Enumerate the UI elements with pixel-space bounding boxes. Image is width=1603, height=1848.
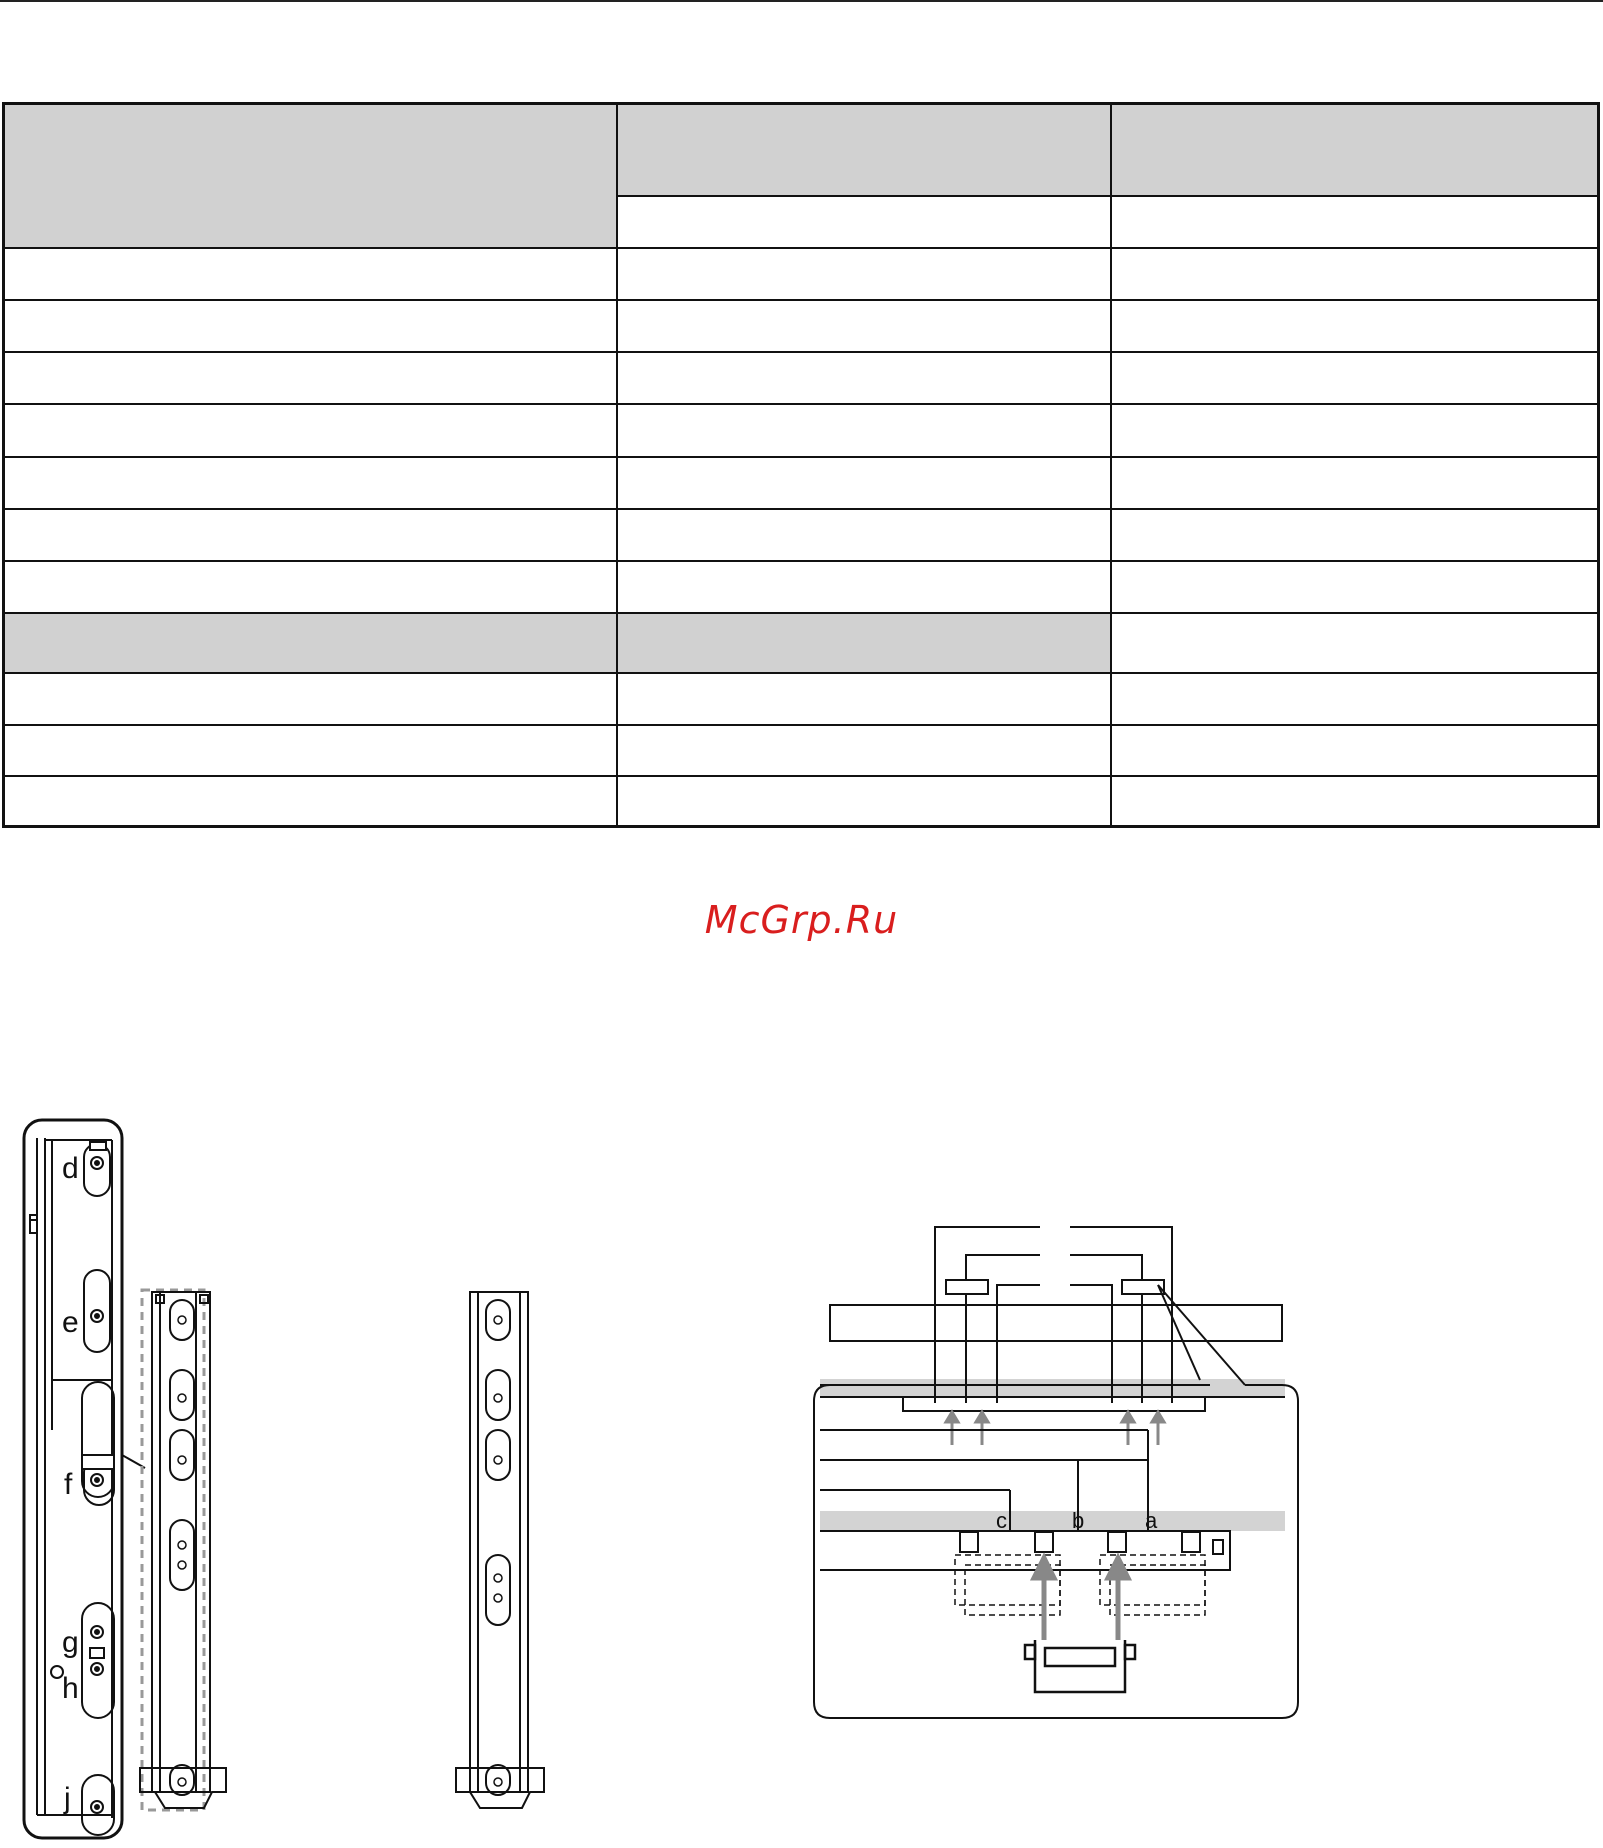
row-divider: [5, 351, 1597, 353]
column-divider-1: [616, 105, 618, 825]
row-divider: [5, 299, 1597, 301]
label-e: e: [62, 1306, 79, 1339]
label-j: j: [64, 1782, 71, 1815]
header-cell-2: [617, 105, 1111, 196]
label-b: b: [1072, 1508, 1085, 1533]
row-divider: [5, 403, 1597, 405]
section-header-cell-1: [5, 613, 617, 673]
top-view-arrows: [946, 1412, 1164, 1445]
rail-right-holes: [494, 1316, 502, 1786]
watermark: McGrp.Ru: [704, 898, 899, 942]
row-divider: [5, 724, 1597, 726]
mounting-diagram: [0, 1100, 1603, 1848]
zoom-dashed-outlines: [955, 1555, 1205, 1615]
top-view: [820, 1227, 1285, 1411]
row-divider: [5, 775, 1597, 777]
top-view-stands: [946, 1280, 1164, 1294]
rail-right: [456, 1292, 544, 1808]
rail-left: [140, 1290, 226, 1810]
row-divider: [5, 672, 1597, 674]
top-rule: [0, 0, 1603, 2]
header-cell-3: [1111, 105, 1597, 196]
detail-labels: [62, 1152, 79, 1815]
header-cell-1: [5, 105, 617, 248]
row-divider: [5, 508, 1597, 510]
spec-table: [2, 102, 1600, 828]
row-divider: [617, 195, 1597, 197]
column-divider-2: [1110, 105, 1112, 825]
rail-left-holes: [178, 1316, 186, 1786]
rail-detail-callout: [24, 1120, 122, 1838]
row-divider: [5, 247, 1597, 249]
label-h: h: [62, 1672, 79, 1705]
label-g: g: [62, 1626, 79, 1659]
label-a: a: [1145, 1508, 1158, 1533]
section-header-cell-2: [617, 613, 1111, 673]
row-divider: [5, 456, 1597, 458]
zoom-stand: [1025, 1640, 1135, 1692]
detail-holes: [51, 1142, 110, 1813]
row-divider: [5, 612, 1597, 614]
row-divider: [5, 560, 1597, 562]
zoom-rail: [820, 1430, 1285, 1570]
label-c: c: [996, 1508, 1007, 1533]
zoom-callout: [814, 1285, 1298, 1718]
label-d: d: [62, 1152, 79, 1185]
label-f: f: [64, 1468, 73, 1501]
